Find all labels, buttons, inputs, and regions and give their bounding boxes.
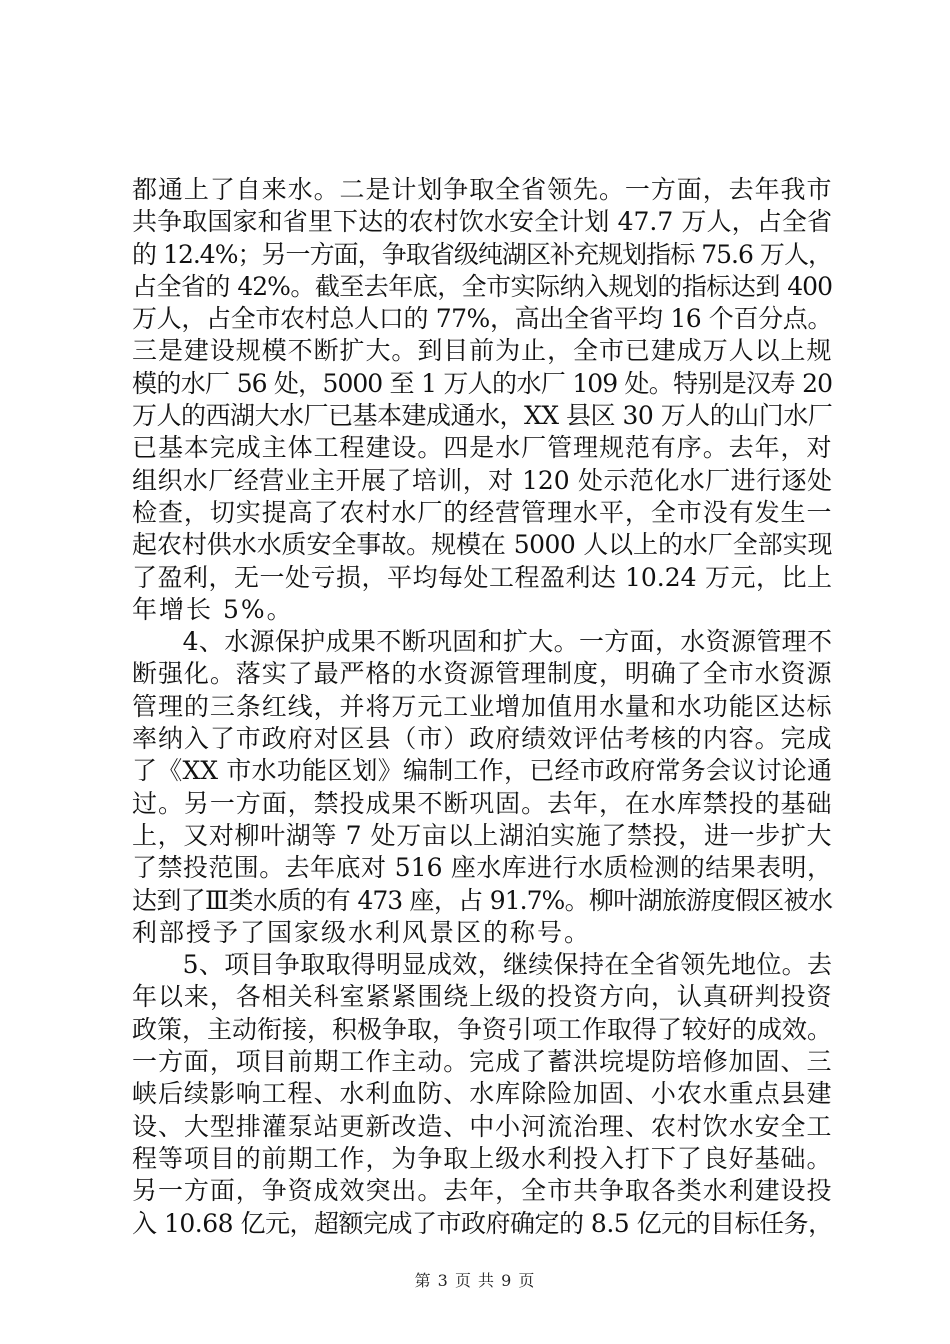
body-text	[132, 174, 832, 1240]
text-line: 万人，占全市农村总人口的 77%，高出全省平均 16 个百分点。	[132, 304, 832, 334]
text-line: 年增长 5%。	[132, 594, 294, 624]
text-line: 起农村供水水质安全事故。规模在 5000 人以上的水厂全部实现	[132, 530, 832, 560]
text-line: 入 10.68 亿元，超额完成了市政府确定的 8.5 亿元的目标任务，	[132, 1208, 833, 1238]
text-line: 已基本完成主体工程建设。四是水厂管理规范有序。去年，对	[132, 433, 832, 463]
text-line: 了《XX 市水功能区划》编制工作，已经市政府常务会议讨论通	[132, 756, 832, 786]
text-line: 程等项目的前期工作，为争取上级水利投入打下了良好基础。	[132, 1143, 832, 1173]
text-line: 利部授予了国家级水利风景区的称号。	[132, 917, 592, 947]
text-line: 管理的三条红线，并将万元工业增加值用水量和水功能区达标	[132, 691, 832, 721]
text-line: 共争取国家和省里下达的农村饮水安全计划 47.7 万人，占全省	[132, 207, 832, 237]
text-line: 4、水源保护成果不断巩固和扩大。一方面，水资源管理不	[132, 627, 832, 657]
text-line: 检查，切实提高了农村水厂的经营管理水平，全市没有发生一	[132, 497, 832, 527]
text-line: 占全省的 42%。截至去年底，全市实际纳入规划的指标达到 400	[132, 271, 832, 301]
text-line: 一方面，项目前期工作主动。完成了蓄洪垸堤防培修加固、三	[132, 1047, 832, 1077]
text-line: 上，又对柳叶湖等 7 处万亩以上湖泊实施了禁投，进一步扩大	[132, 820, 832, 850]
page-footer: 第 3 页 共 9 页	[414, 1271, 536, 1290]
text-line: 设、大型排灌泵站更新改造、中小河流治理、农村饮水安全工	[132, 1111, 832, 1141]
text-line: 年以来，各相关科室紧紧围绕上级的投资方向，认真研判投资	[132, 982, 832, 1012]
text-line: 政策，主动衔接，积极争取，争资引项工作取得了较好的成效。	[132, 1014, 833, 1044]
text-line: 率纳入了市政府对区县（市）政府绩效评估考核的内容。完成	[132, 724, 832, 754]
text-line: 了盈利，无一处亏损，平均每处工程盈利达 10.24 万元，比上	[132, 562, 832, 592]
text-line: 达到了Ⅲ类水质的有 473 座，占 91.7%。柳叶湖旅游度假区被水	[132, 885, 832, 915]
text-line: 断强化。落实了最严格的水资源管理制度，明确了全市水资源	[132, 659, 832, 689]
text-line: 都通上了自来水。二是计划争取全省领先。一方面，去年我市	[132, 175, 832, 204]
text-line: 三是建设规模不断扩大。到目前为止，全市已建成万人以上规	[132, 336, 832, 366]
text-line: 过。另一方面，禁投成果不断巩固。去年，在水库禁投的基础	[132, 788, 832, 818]
text-line: 组织水厂经营业主开展了培训，对 120 处示范化水厂进行逐处	[132, 465, 832, 495]
text-line: 了禁投范围。去年底对 516 座水库进行水质检测的结果表明，	[132, 853, 832, 883]
text-line: 模的水厂 56 处，5000 至 1 万人的水厂 109 处。特别是汉寿 20	[132, 368, 832, 398]
text-line: 5、项目争取取得明显成效，继续保持在全省领先地位。去	[132, 950, 832, 980]
text-line: 的 12.4%；另一方面，争取省级纯湖区补充规划指标 75.6 万人，	[132, 239, 832, 269]
text-line: 峡后续影响工程、水利血防、水库除险加固、小农水重点县建	[132, 1079, 832, 1109]
text-line: 另一方面，争资成效突出。去年，全市共争取各类水利建设投	[132, 1176, 832, 1206]
text-line: 万人的西湖大水厂已基本建成通水，XX 县区 30 万人的山门水厂	[132, 401, 833, 431]
